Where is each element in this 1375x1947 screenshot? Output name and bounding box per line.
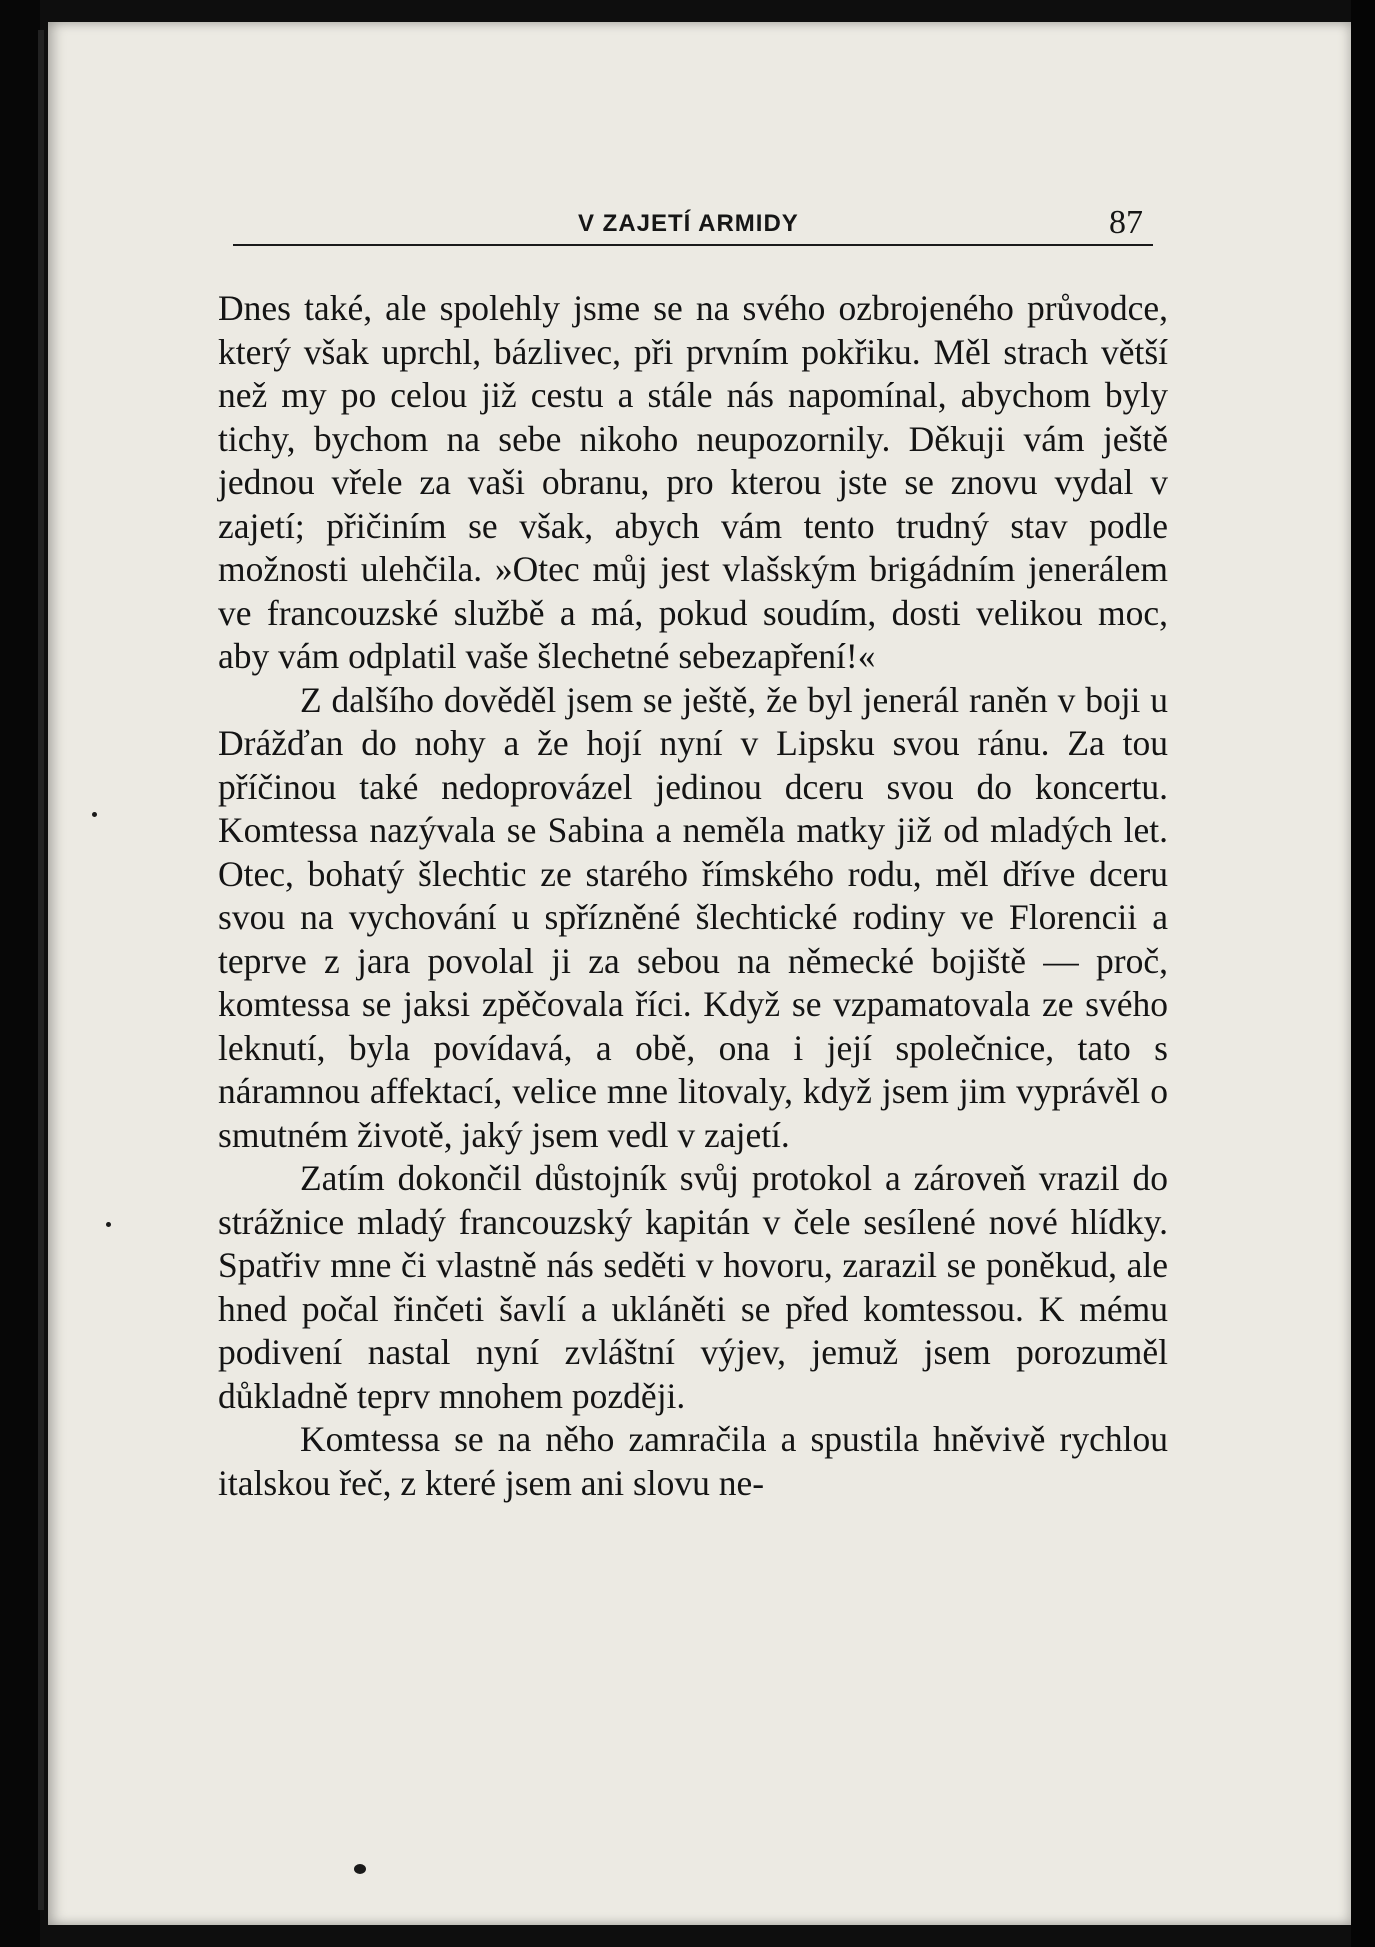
- paragraph: Komtessa se na něho zamračila a spustila hněvivě rychlou italskou řeč, z které jsem ani slovu ne-: [218, 1419, 1168, 1503]
- book-spine: [0, 0, 40, 1947]
- running-title: V ZAJETÍ ARMIDY: [578, 210, 799, 237]
- page-header: [233, 204, 1153, 246]
- paragraph: Zatím dokončil důstojník svůj protokol a zároveň vrazil do strážnice mladý francouzský kapitán v čele sesílené nové hlídky. Spatřiv mne či vlastně nás seděti v hovoru, zarazil se poněkud, ale hned počal řinčeti šavlí a ukláněti se před komtessou. K mému podivení nastal nyní zvláštní výjev, jemuž jsem porozuměl důkladně teprv mnohem později.: [218, 1158, 1168, 1416]
- body-text: [218, 287, 1168, 1505]
- ink-speck: [92, 812, 97, 817]
- ink-speck: [106, 1222, 111, 1227]
- ink-speck: [354, 1864, 366, 1874]
- paragraph: Dnes také, ale spolehly jsme se na svého ozbrojeného průvodce, který však uprchl, bázlivec, při prvním pokřiku. Měl strach větší než my po celou již cestu a stále nás napomínal, abychom byly tichy, bychom na sebe nikoho neupozornily. Děkuji vám ještě jednou vřele za vaši obranu, pro kterou jste se znovu vydal v zajetí; přičiním se však, abych vám tento trudný stav podle možnosti ulehčila. »Otec můj jest vlašským brigádním jenerálem ve francouzské službě a má, pokud soudím, dosti velikou moc, aby vám odplatil vaše šlechetné sebezapření!«: [218, 288, 1168, 676]
- page-number: 87: [1109, 204, 1143, 241]
- spine-edge: [38, 30, 44, 1910]
- paragraph: Z dalšího dověděl jsem se ještě, že byl jenerál raněn v boji u Drážďan do nohy a že hojí nyní v Lipsku svou ránu. Za tou příčinou také nedoprovázel jedinou dceru svou do koncertu. Komtessa nazývala se Sabina a neměla matky již od mladých let. Otec, bohatý šlechtic ze starého římského rodu, měl dříve dceru svou na vychování u spřízněné šlechtické rodiny ve Florencii a teprve z jara povolal ji za sebou na německé bojiště — proč, komtessa se jaksi zpěčovala říci. Když se vzpamatovala ze svého leknutí, byla povídavá, a obě, ona i její společnice, tato s náramnou affektací, velice mne litovaly, když jsem jim vyprávěl o smutném životě, jaký jsem vedl v zajetí.: [218, 679, 1168, 1155]
- page-edge-shadow: [1351, 0, 1375, 1947]
- book-page: [48, 22, 1351, 1925]
